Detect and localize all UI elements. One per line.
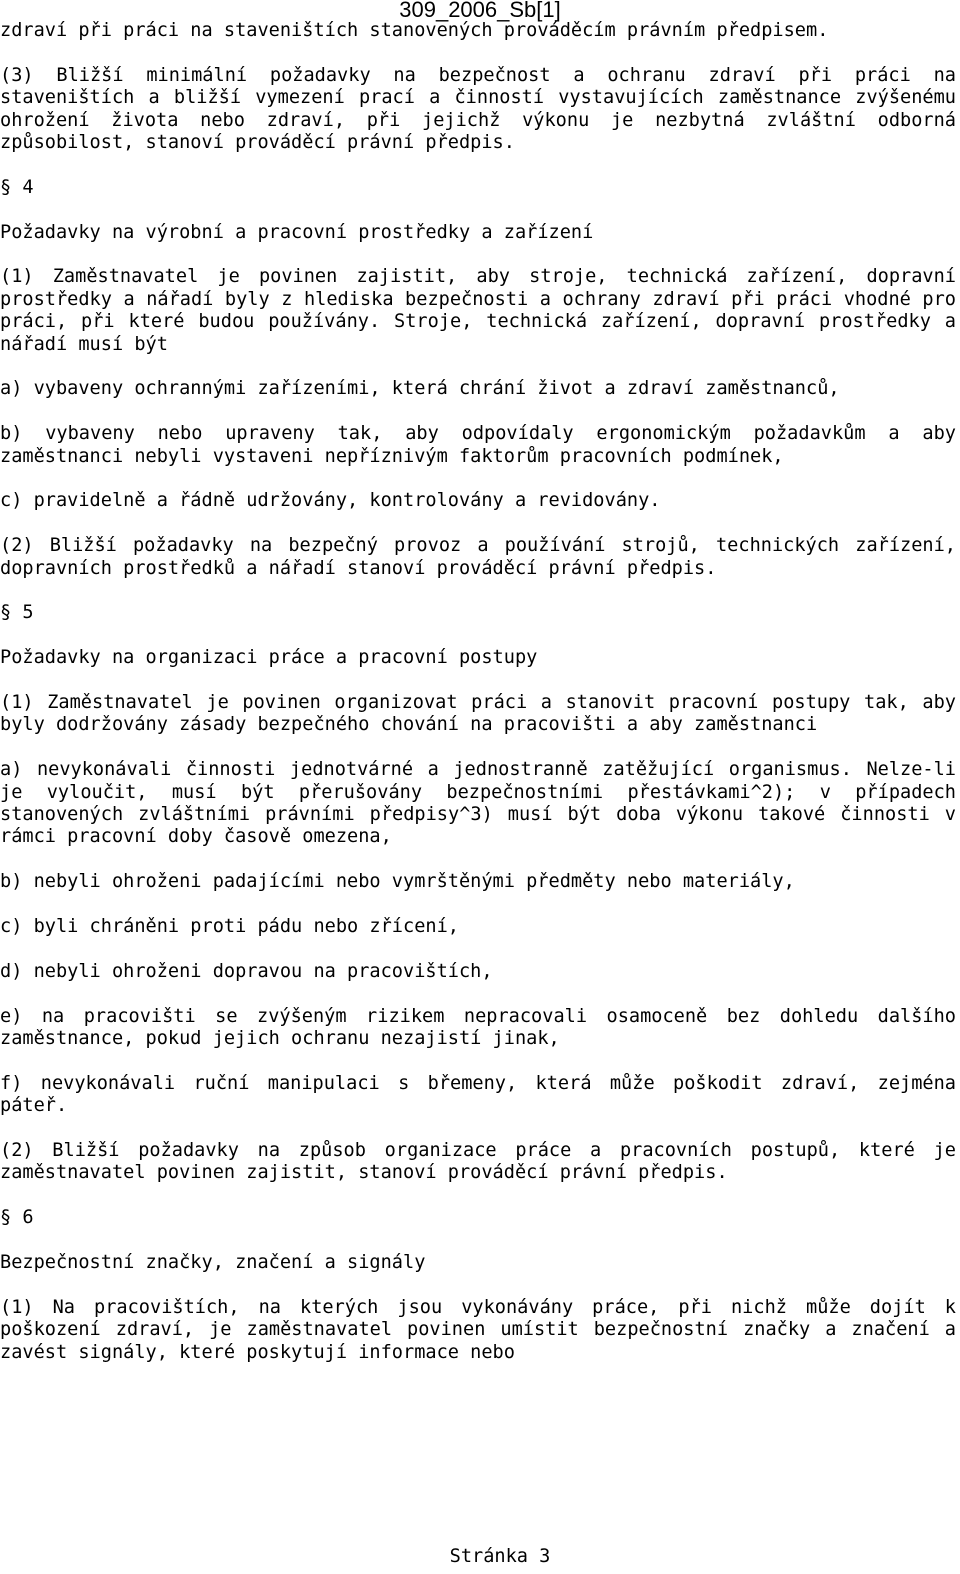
section-title-4: Požadavky na výrobní a pracovní prostředky a zařízení [0,221,594,243]
section-title-5: Požadavky na organizaci práce a pracovní postupy [0,647,538,669]
paragraph-4-1: (1) Zaměstnavatel je povinen zajistit, aby stroje, technická zařízení, dopravní prostředky a nářadí byly z hlediska bezpečnosti a ochrany zdraví při práci vhodné pro práci, při které budou používány. Stroje, technická zařízení, dopravní prostředky a nářadí musí být [0,266,956,355]
paragraph-5-1: (1) Zaměstnavatel je povinen organizovat práci a stanovit pracovní postupy tak, aby byly dodržovány zásady bezpečného chování na pracovišti a aby zaměstnanci [0,692,956,736]
section-heading-4: § 4 [0,176,34,198]
paragraph-5-2: (2) Bližší požadavky na způsob organizace práce a pracovních postupů, které je zaměstnavatel povinen zajistit, stanoví prováděcí právní předpis. [0,1140,956,1184]
paragraph-continuation: zdraví při práci na staveništích stanovených prováděcím právním předpisem. [0,20,829,41]
paragraph-4-2: (2) Bližší požadavky na bezpečný provoz a používání strojů, technických zařízení, dopravních prostředků a nářadí stanoví prováděcí právní předpis. [0,535,956,579]
list-item-5-1-d: d) nebyli ohroženi dopravou na pracovištích, [0,960,493,982]
paragraph-6-1: (1) Na pracovištích, na kterých jsou vykonávány práce, při nichž může dojít k poškození zdraví, je zaměstnavatel povinen umístit bezpečnostní značky a značení a zavést signály, které poskytují informace nebo [0,1296,956,1363]
list-item-4-1-b: b) vybaveny nebo upraveny tak, aby odpovídaly ergonomickým požadavkům a aby zaměstnanci nebyli vystaveni nepříznivým faktorům pracovních podmínek, [0,423,956,467]
paragraph-4-3: (3) Bližší minimální požadavky na bezpečnost a ochranu zdraví při práci na staveništích a bližší vymezení prací a činností vystavujících zaměstnance zvýšenému ohrožení života nebo zdraví, při jejichž výkonu je nezbytná zvláštní odborná způsobilost, stanoví prováděcí právní předpis. [0,64,956,154]
list-item-4-1-a: a) vybaveny ochrannými zařízeními, která chrání život a zdraví zaměstnanců, [0,378,840,400]
list-item-5-1-a: a) nevykonávali činnosti jednotvárné a jednostranně zatěžující organismus. Nelze-li je vyloučit, musí být přerušovány bezpečnostními přestávkami^2); v případech stanovených zvláštními právními předpisy^3) musí být doba výkonu takové činnosti v rámci pracovní doby časově omezena, [0,759,956,848]
list-item-5-1-e: e) na pracovišti se zvýšeným rizikem nepracovali osamoceně bez dohledu dalšího zaměstnance, pokud jejich ochranu nezajistí jinak, [0,1005,956,1050]
document-body [0,20,956,1386]
list-item-4-1-c: c) pravidelně a řádně udržovány, kontrolovány a revidovány. [0,490,661,512]
section-heading-6: § 6 [0,1207,34,1229]
list-item-5-1-b: b) nebyli ohroženi padajícími nebo vymrštěnými předměty nebo materiály, [0,871,795,893]
list-item-5-1-f: f) nevykonávali ruční manipulaci s břemeny, která může poškodit zdraví, zejména páteř. [0,1072,956,1117]
list-item-5-1-c: c) byli chráněni proti pádu nebo zřícení, [0,916,459,938]
section-heading-5: § 5 [0,602,34,624]
page-number-footer: Stránka 3 [449,1546,551,1567]
document-header-title: 309_2006_Sb[1] [399,0,561,22]
section-title-6: Bezpečnostní značky, značení a signály [0,1252,426,1274]
